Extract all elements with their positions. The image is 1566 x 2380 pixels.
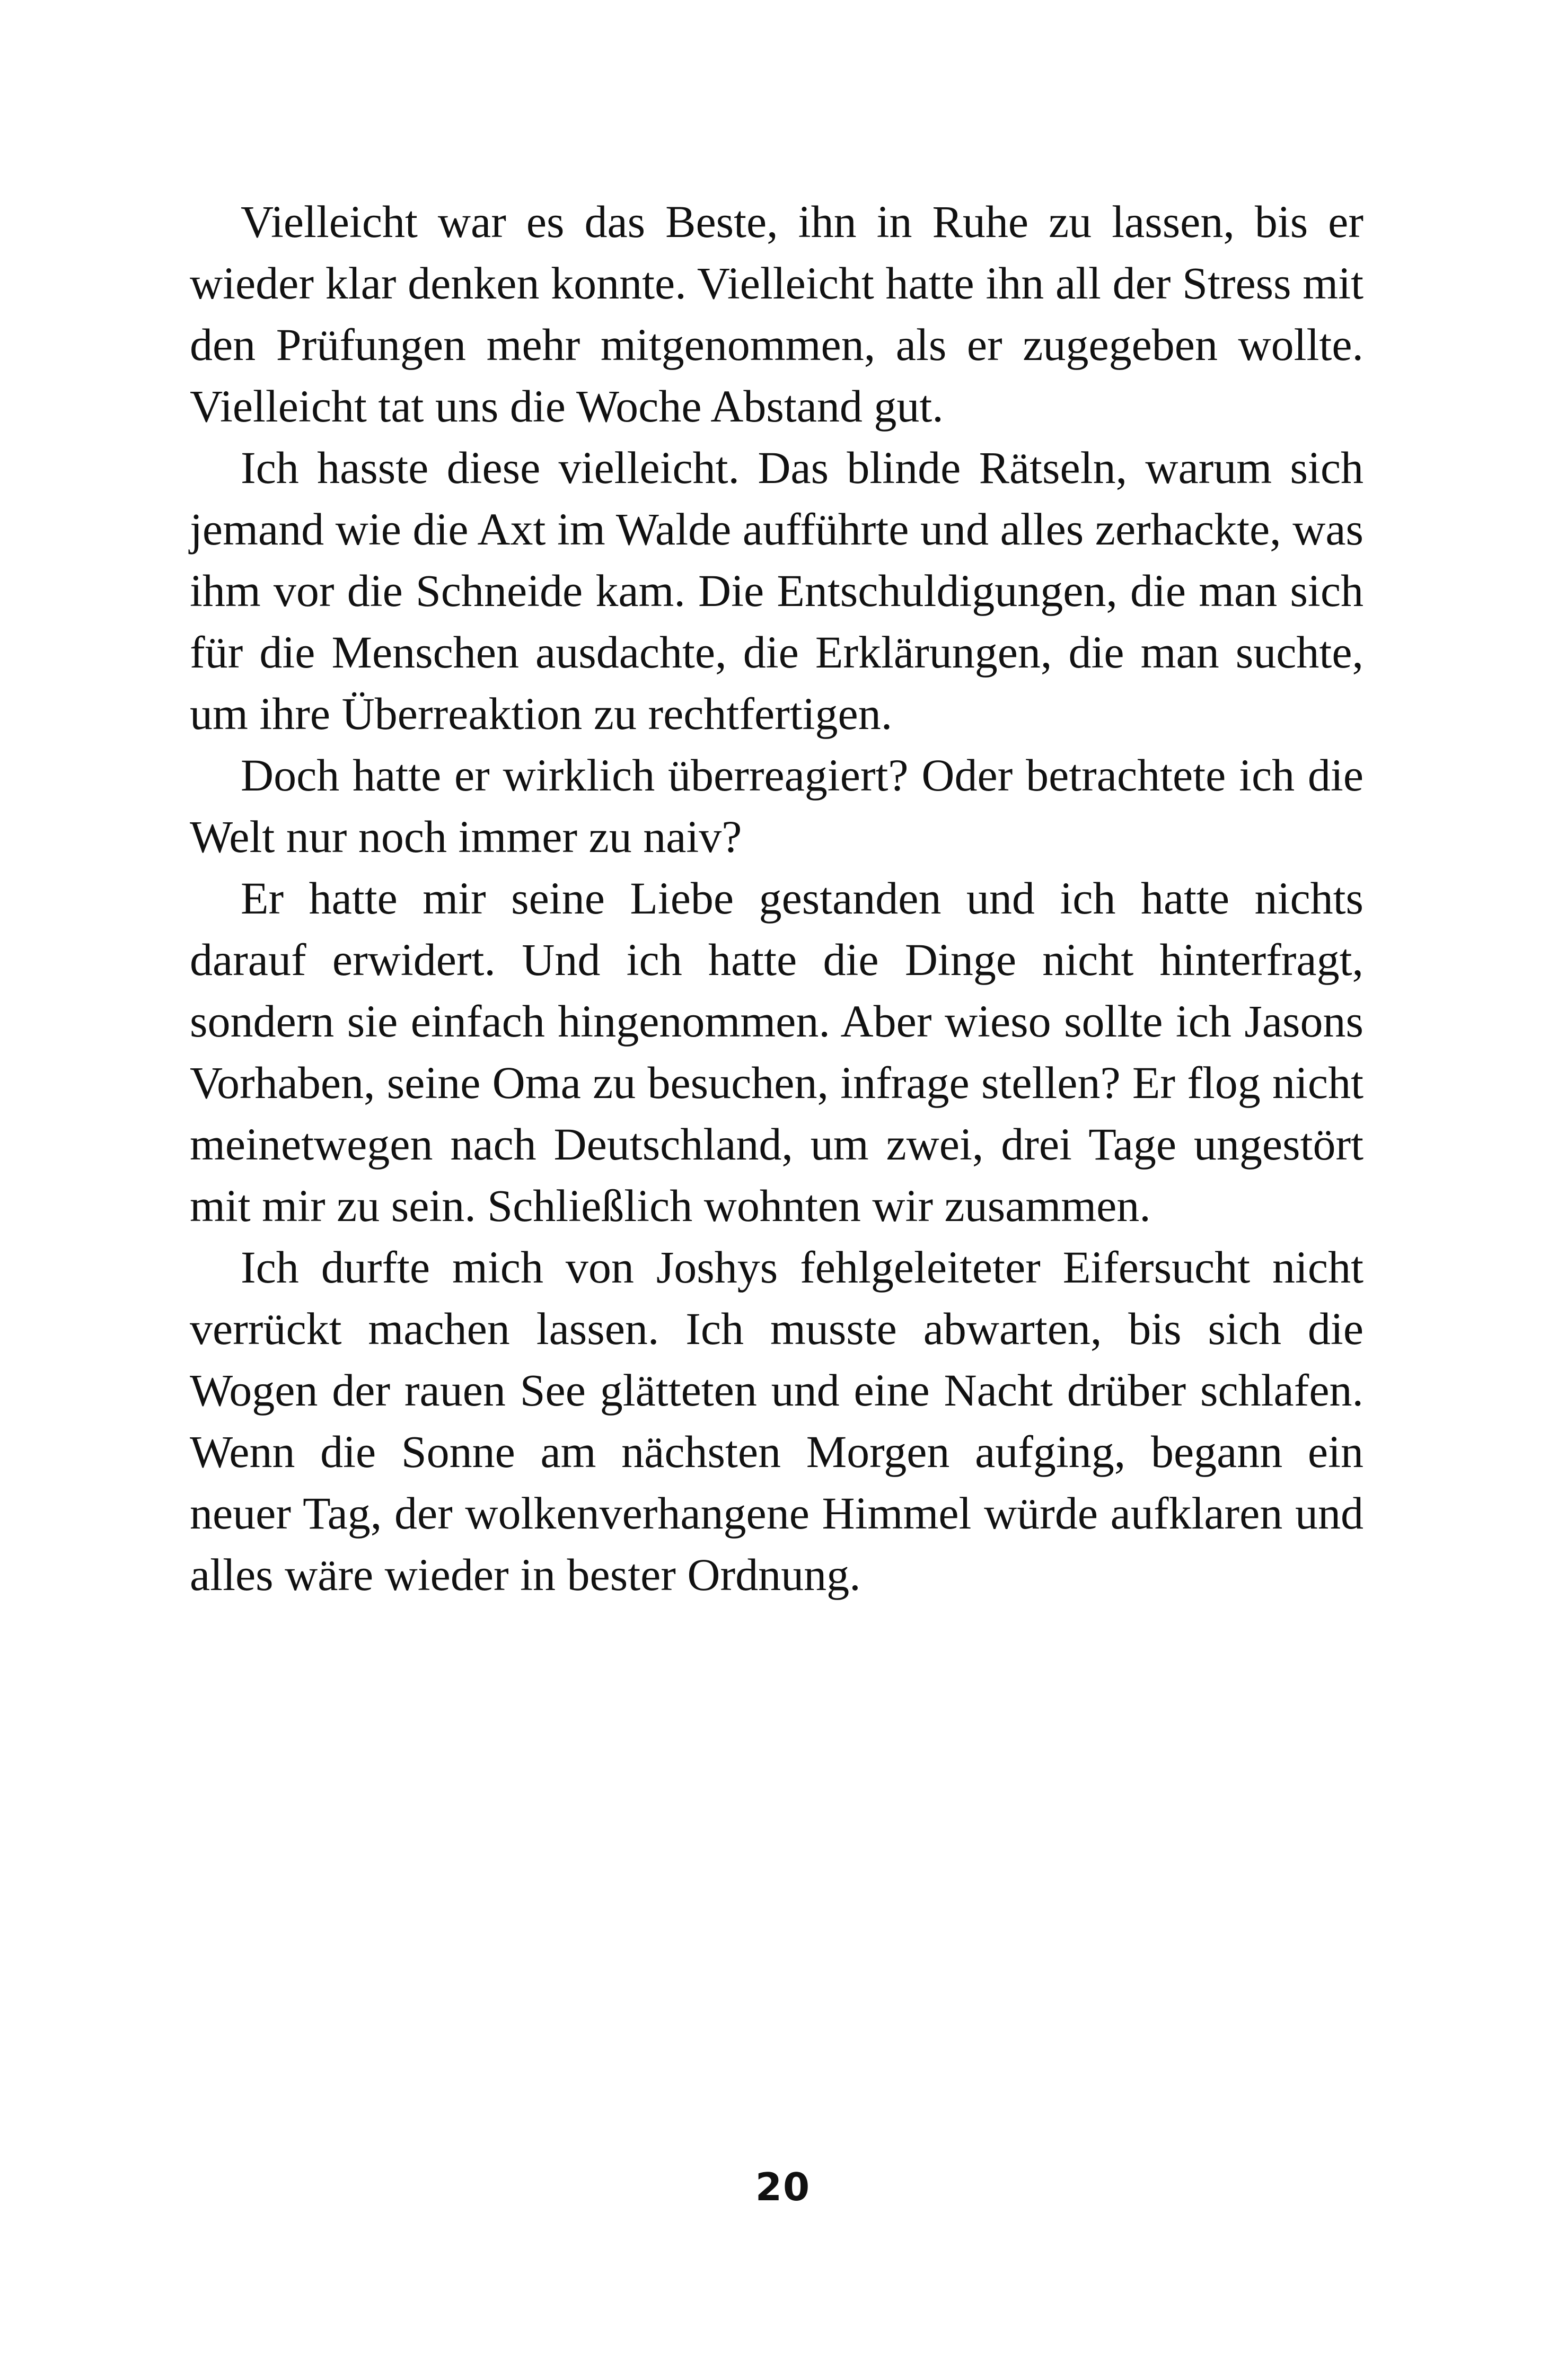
- paragraph-1: Vielleicht war es das Beste, ihn in Ruhe zu lassen, bis er wieder klar denken konnte. Vielleicht hatte ihn all der Stress mit den Prüfungen mehr mitgenommen, als er zugegeben wollte. Vielleicht tat uns die Woche Abstand gut.: [190, 196, 1363, 432]
- body-text: [190, 191, 1363, 1605]
- paragraph-4: Er hatte mir seine Liebe gestanden und ich hatte nichts darauf erwidert. Und ich hatte die Dinge nicht hinterfragt, sondern sie einfach hingenommen. Aber wieso sollte ich Jasons Vorhaben, seine Oma zu besuchen, infrage stellen? Er flog nicht meinetwegen nach Deutschland, um zwei, drei Tage ungestört mit mir zu sein. Schließlich wohnten wir zusammen.: [190, 873, 1363, 1231]
- page-number: 20: [755, 2165, 811, 2209]
- paragraph-5: Ich durfte mich von Joshys fehlgeleiteter Eifersucht nicht verrückt machen lassen. Ich musste abwarten, bis sich die Wogen der rauen See glätteten und eine Nacht drüber schlafen. Wenn die Sonne am nächsten Morgen aufging, begann ein neuer Tag, der wolkenverhangene Himmel würde aufklaren und alles wäre wieder in bester Ordnung.: [190, 1242, 1363, 1600]
- paragraph-2: Ich hasste diese vielleicht. Das blinde Rätseln, warum sich jemand wie die Axt im Walde aufführte und alles zerhackte, was ihm vor die Schneide kam. Die Entschuldigungen, die man sich für die Menschen ausdachte, die Erklärungen, die man suchte, um ihre Überreaktion zu rechtfertigen.: [190, 442, 1363, 739]
- paragraph-3: Doch hatte er wirklich überreagiert? Oder betrachtete ich die Welt nur noch immer zu naiv?: [190, 750, 1363, 862]
